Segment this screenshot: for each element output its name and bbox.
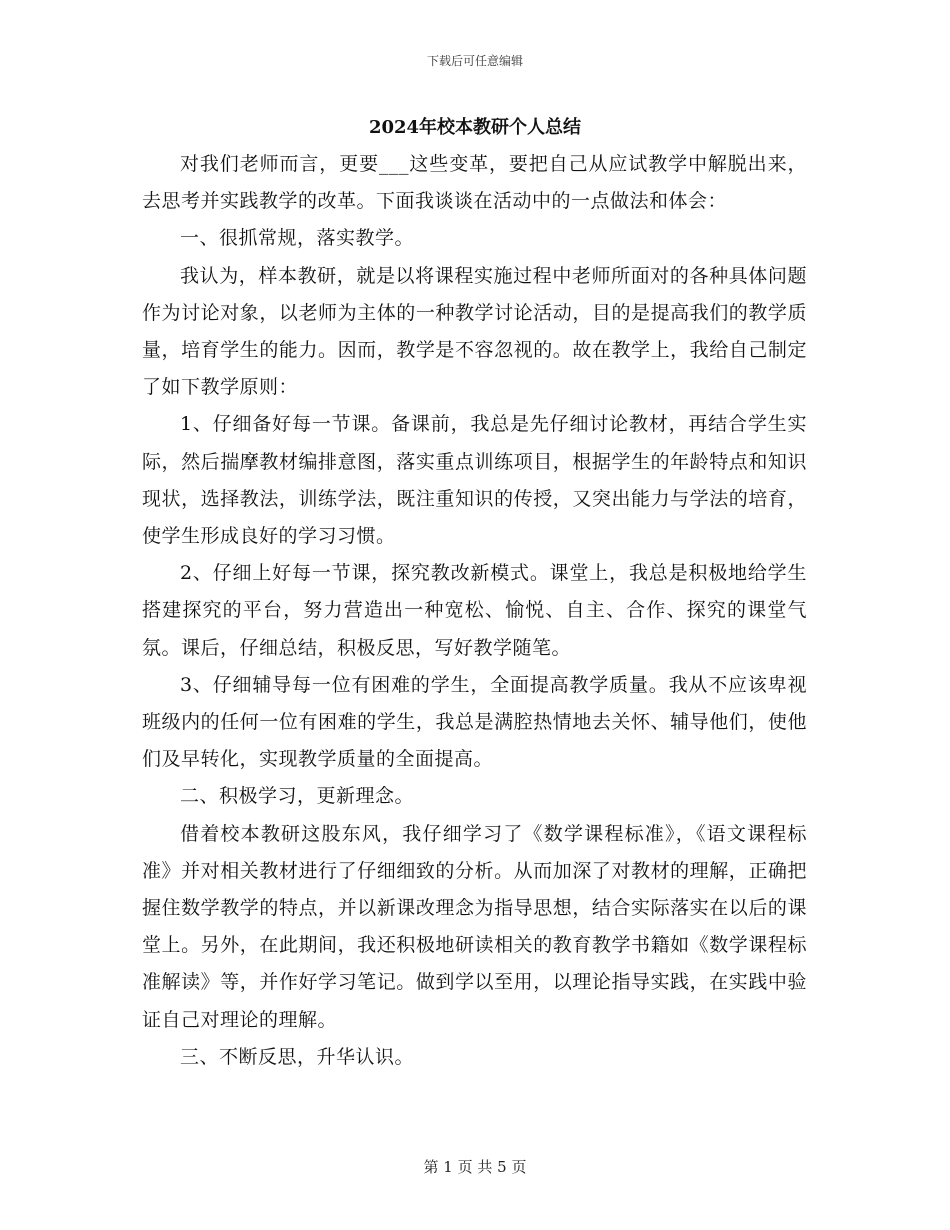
list-item-1: 1、仔细备好每一节课。备课前，我总是先仔细讨论教材，再结合学生实际，然后揣摩教材编排意图，落实重点训练项目，根据学生的年龄特点和知识现状，选择教法，训练学法，既注重知识的传授，又突出能力与学法的培育，使学生形成良好的学习习惯。 — [142, 413, 807, 548]
paragraph-intro: 对我们老师而言，更要___这些变革，要把自己从应试教学中解脱出来，去思考并实践教学的改革。下面我谈谈在活动中的一点做法和体会： — [142, 153, 807, 213]
section-heading-1: 一、很抓常规，落实教学。 — [180, 227, 415, 250]
section-heading-2: 二、积极学习，更新理念。 — [180, 785, 415, 808]
page-number: 第 1 页 共 5 页 — [423, 1158, 527, 1176]
list-item-3: 3、仔细辅导每一位有困难的学生，全面提高教学质量。我从不应该卑视班级内的任何一位有困难的学生，我总是满腔热情地去关怀、辅导他们，使他们及早转化，实现教学质量的全面提高。 — [142, 673, 807, 771]
page-header-note: 下载后可任意编辑 — [426, 54, 523, 68]
document-body — [142, 146, 807, 1076]
paragraph-section-1: 我认为，样本教研，就是以将课程实施过程中老师所面对的各种具体问题作为讨论对象，以老师为主体的一种教学讨论活动，目的是提高我们的教学质量，培育学生的能力。因而，教学是不容忽视的。故在教学上，我给自己制定了如下教学原则： — [142, 264, 807, 399]
document-title: 2024年校本教研个人总结 — [368, 117, 582, 138]
section-heading-3: 三、不断反思，升华认识。 — [180, 1045, 415, 1068]
list-item-2: 2、仔细上好每一节课，探究教改新模式。课堂上，我总是积极地给学生搭建探究的平台，努力营造出一种宽松、愉悦、自主、合作、探究的课堂气氛。课后，仔细总结，积极反思，写好教学随笔。 — [142, 562, 807, 659]
paragraph-section-2: 借着校本教研这股东风，我仔细学习了《数学课程标准》，《语文课程标准》并对相关教材进行了仔细细致的分析。从而加深了对教材的理解，正确把握住数学教学的特点，并以新课改理念为指导思想，结合实际落实在以后的课堂上。另外，在此期间，我还积极地研读相关的教育教学书籍如《数学课程标准解读》等，并作好学习笔记。做到学以至用，以理论指导实践，在实践中验证自己对理论的理解。 — [142, 822, 807, 1031]
